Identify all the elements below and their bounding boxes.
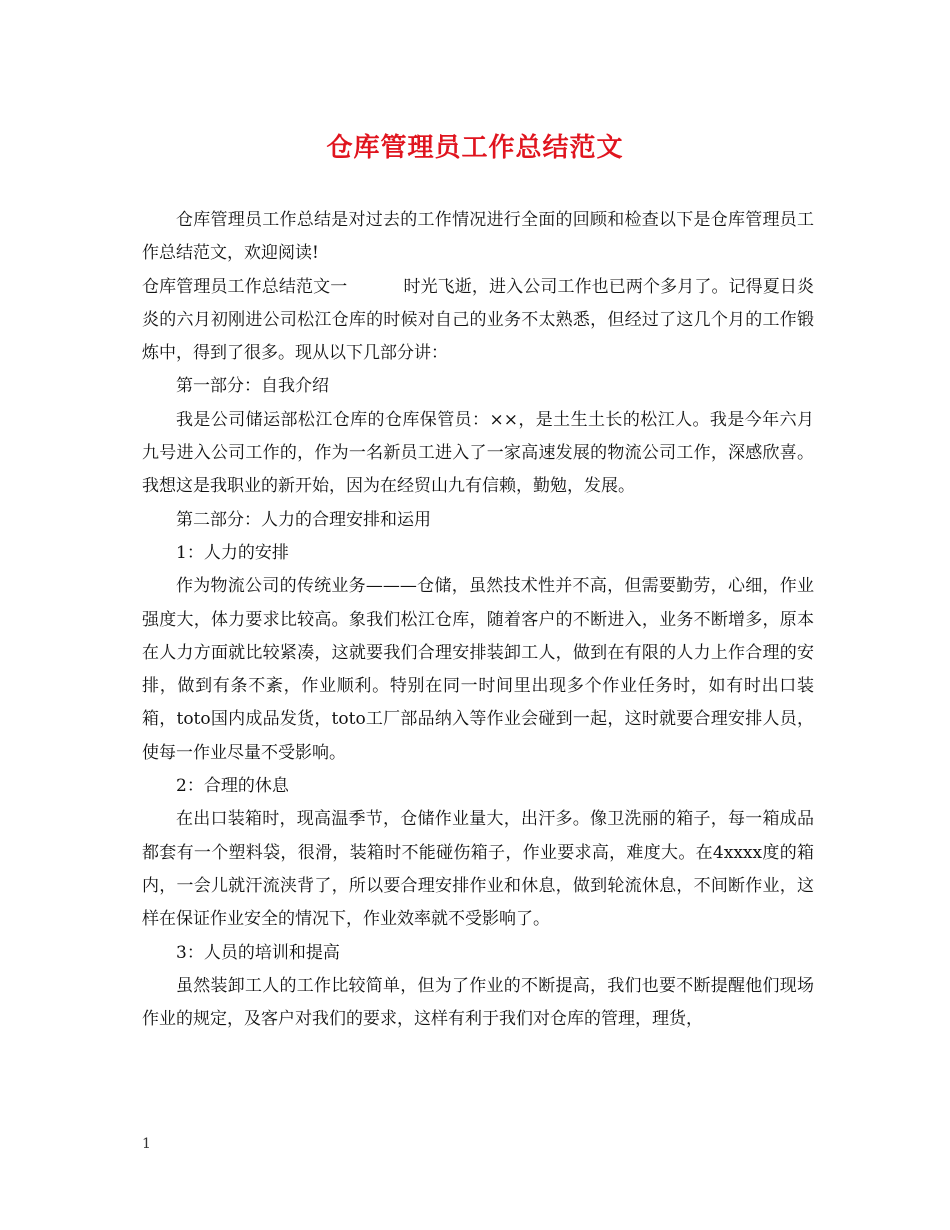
item3-title: 3：人员的培训和提高 [176, 942, 340, 963]
document-body [142, 204, 814, 1036]
item1-title: 1：人力的安排 [176, 542, 289, 563]
part1-body: 我是公司储运部松江仓库的仓库保管员：××，是土生土长的松江人。我是今年六月九号进入公司工作的，作为一名新员工进入了一家高速发展的物流公司工作，深感欣喜。我想这是我职业的新开始，因为在经贸山九有信赖，勤勉，发展。 [142, 409, 814, 497]
intro-paragraph: 仓库管理员工作总结是对过去的工作情况进行全面的回顾和检查以下是仓库管理员工作总结范文，欢迎阅读! [142, 210, 814, 264]
section-lead: 时光飞逝，进入公司工作也已两个多月了。记得夏日炎炎的六月初刚进公司松江仓库的时候对自己的业务不太熟悉，但经过了这几个月的工作锻炼中，得到了很多。现从以下几部分讲： [142, 276, 815, 364]
item3-body: 虽然装卸工人的工作比较简单，但为了作业的不断提高，我们也要不断提醒他们现场作业的规定，及客户对我们的要求，这样有利于我们对仓库的管理，理货， [142, 975, 814, 1030]
section-paragraph [142, 271, 814, 371]
document-title: 仓库管理员工作总结范文 [326, 133, 624, 163]
section-heading: 仓库管理员工作总结范文一 [142, 276, 348, 297]
part1-title: 第一部分：自我介绍 [176, 376, 329, 397]
page-number: 1 [142, 1136, 151, 1152]
item2-body: 在出口装箱时，现高温季节，仓储作业量大，出汗多。像卫洗丽的箱子，每一箱成品都套有一个塑料袋，很滑，装箱时不能碰伤箱子，作业要求高，难度大。在4xxxx度的箱内，一会儿就汗流浃背了，所以要合理安排作业和休息，做到轮流休息，不间断作业，这样在保证作业安全的情况下，作业效率就不受影响了。 [142, 809, 814, 930]
item2-title: 2：合理的休息 [176, 776, 289, 797]
part2-title: 第二部分：人力的合理安排和运用 [176, 509, 431, 530]
item1-body: 作为物流公司的传统业务———仓储，虽然技术性并不高，但需要勤劳，心细，作业强度大，体力要求比较高。象我们松江仓库，随着客户的不断进入，业务不断增多，原本在人力方面就比较紧凑，这就要我们合理安排装卸工人，做到在有限的人力上作合理的安排，做到有条不紊，作业顺利。特别在同一时间里出现多个作业任务时，如有时出口装箱，toto国内成品发货，toto工厂部品纳入等作业会碰到一起，这时就要合理安排人员，使每一作业尽量不受影响。 [142, 576, 814, 763]
